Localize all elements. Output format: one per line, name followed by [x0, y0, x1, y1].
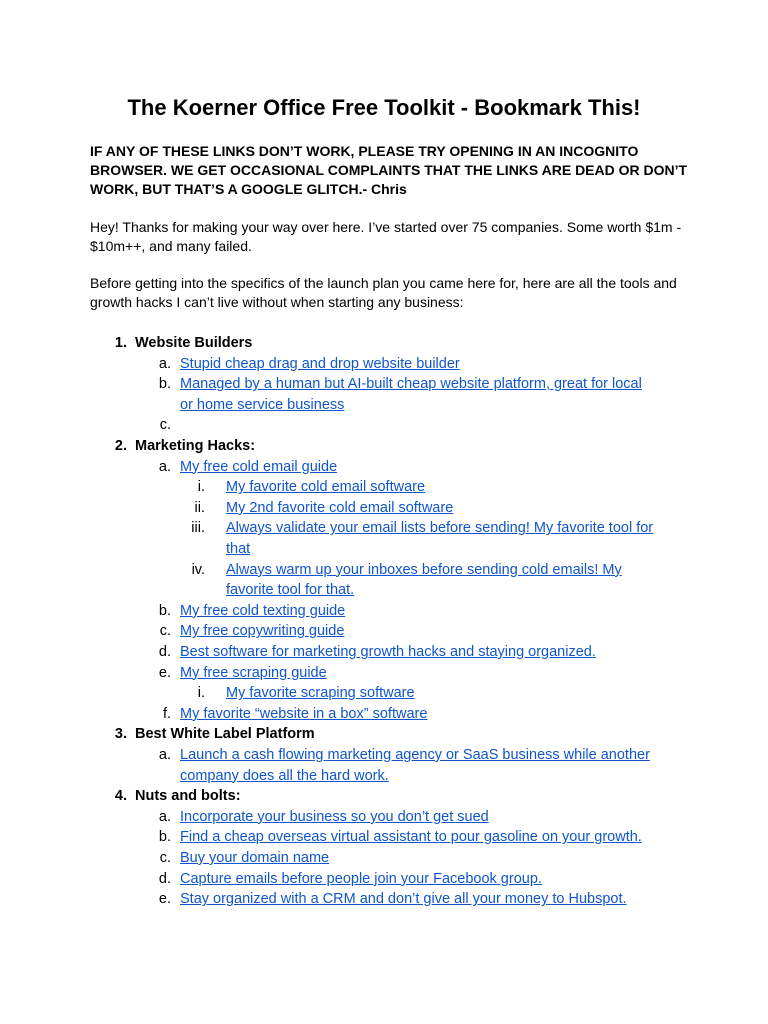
- toolkit-link[interactable]: Always warm up your inboxes before sending cold emails! My: [226, 561, 622, 578]
- list-marker: e.: [158, 891, 171, 908]
- list-marker: a.: [158, 808, 171, 825]
- toolkit-link[interactable]: Capture emails before people join your Facebook group.: [180, 870, 542, 887]
- list-marker: a.: [158, 355, 171, 372]
- toolkit-link[interactable]: Find a cheap overseas virtual assistant to pour gasoline on your growth.: [180, 829, 642, 846]
- list-marker: b.: [158, 829, 171, 846]
- toolkit-link[interactable]: favorite tool for that.: [226, 582, 355, 599]
- toolkit-link[interactable]: that: [226, 541, 251, 557]
- toolkit-link[interactable]: Best software for marketing growth hacks and staying organized.: [180, 644, 596, 660]
- section-heading: Nuts and bolts:: [135, 788, 241, 805]
- toolkit-link[interactable]: or home service business: [180, 396, 345, 413]
- toolkit-link[interactable]: My favorite scraping software: [226, 685, 415, 702]
- toolkit-link[interactable]: company does all the hard work.: [180, 767, 389, 784]
- toolkit-link[interactable]: My free scraping guide: [180, 664, 327, 681]
- list-marker: iv.: [191, 561, 205, 578]
- toolkit-link[interactable]: Incorporate your business so you don’t get sued: [180, 808, 489, 825]
- section-heading: Website Builders: [135, 335, 253, 351]
- list-marker: ii.: [194, 499, 205, 516]
- toolkit-link[interactable]: Stupid cheap drag and drop website builder: [180, 355, 460, 372]
- list-marker: f.: [162, 705, 171, 722]
- list-marker: e.: [158, 664, 171, 681]
- list-marker: b.: [158, 376, 171, 393]
- intro-paragraph: Hey! Thanks for making your way over here. I’ve started over 75 companies. Some worth $1m - $10m++, and many failed.: [90, 219, 682, 254]
- toolkit-link[interactable]: Stay organized with a CRM and don’t give all your money to Hubspot.: [180, 891, 627, 908]
- section-number: 1.: [114, 335, 127, 351]
- toolkit-link[interactable]: My free cold texting guide: [180, 602, 346, 619]
- tools-intro-paragraph: Before getting into the specifics of the launch plan you came here for, here are all the tools and growth hacks I can’t live without when starting any business:: [90, 275, 677, 310]
- list-marker: a.: [158, 747, 171, 763]
- list-marker: c.: [159, 623, 171, 640]
- toolkit-link[interactable]: Managed by a human but AI-built cheap website platform, great for local: [180, 376, 642, 393]
- toolkit-link[interactable]: Launch a cash flowing marketing agency or SaaS business while another: [180, 747, 650, 763]
- toolkit-link[interactable]: My favorite cold email software: [226, 479, 426, 496]
- toolkit-link[interactable]: Always validate your email lists before sending! My favorite tool for: [226, 520, 654, 537]
- section-heading: Marketing Hacks:: [135, 438, 256, 454]
- list-marker: i.: [197, 479, 205, 496]
- document-title: The Koerner Office Free Toolkit - Bookmark This!: [127, 95, 641, 120]
- list-marker: c.: [159, 850, 171, 866]
- toolkit-link[interactable]: My free cold email guide: [180, 458, 338, 475]
- toolkit-link[interactable]: Buy your domain name: [180, 850, 330, 866]
- list-marker: c.: [159, 417, 171, 434]
- section-number: 2.: [114, 438, 127, 454]
- toolkit-link[interactable]: My 2nd favorite cold email software: [226, 499, 454, 516]
- toolkit-link[interactable]: My free copywriting guide: [180, 623, 345, 640]
- list-marker: d.: [158, 644, 171, 660]
- incognito-warning: IF ANY OF THESE LINKS DON’T WORK, PLEASE TRY OPENING IN AN INCOGNITO BROWSER. WE GET OCCASIONAL COMPLAINTS THAT THE LINKS ARE DEAD OR DON’T WORK, BUT THAT’S A GOOGLE GLITCH.- Chris: [90, 143, 688, 197]
- section-number: 3.: [114, 726, 127, 743]
- list-marker: i.: [197, 685, 205, 702]
- list-marker: iii.: [191, 520, 205, 537]
- list-marker: a.: [158, 458, 171, 475]
- list-marker: b.: [158, 602, 171, 619]
- section-number: 4.: [114, 788, 127, 805]
- section-heading: Best White Label Platform: [135, 726, 315, 743]
- toolkit-link[interactable]: My favorite “website in a box” software: [180, 705, 428, 722]
- list-marker: d.: [158, 870, 171, 887]
